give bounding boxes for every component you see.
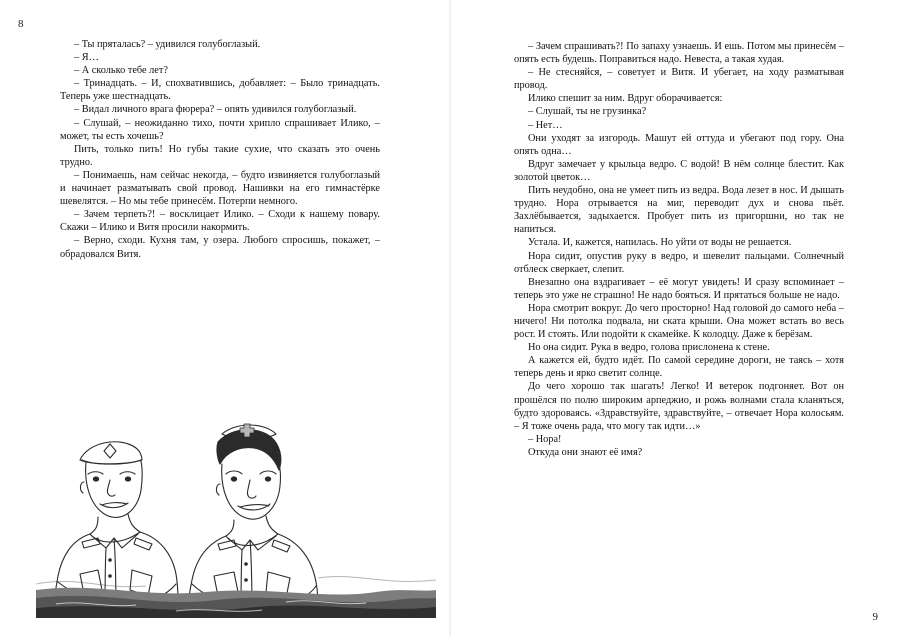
page-number-right: 9: [872, 611, 878, 623]
paragraph: Нора смотрит вокруг. До чего просторно! Над головой до самого неба – ничего! Ни потолка подвала, ни ската крыши. Она может встать во весь рост. И стоять. Или подойти к скамейке. К колодцу. Даже к берёзам.: [514, 302, 844, 341]
paragraph: – Слушай, ты не грузинка?: [528, 106, 647, 118]
paragraph: Нора сидит, опустив руку в ведро, и шевелит пальцами. Солнечный отблеск сверкает, слепит.: [514, 250, 844, 275]
paragraph: – Понимаешь, нам сейчас некогда, – будто извиняется голубоглазый и начинает разматывать свой провод. Нашивки на его гимнастёрке шевелятся. – Но мы тебе принесём. Потерпи немного.: [60, 169, 380, 208]
paragraph: – Не стесняйся, – советует и Витя. И убегает, на ходу разматывая провод.: [514, 67, 844, 92]
paragraph: Откуда они знают её имя?: [528, 446, 643, 458]
paragraph: Пить, только пить! Но губы такие сухие, что сказать это очень трудно.: [60, 143, 380, 168]
paragraph: А кажется ей, будто идёт. По самой середине дороги, не таясь – хотя теперь день и ярко светит солнце.: [514, 355, 844, 380]
paragraph: Устала. И, кажется, напилась. Но уйти от воды не решается.: [528, 237, 792, 249]
two-soldiers-drawing: [36, 378, 436, 618]
paragraph: – Ты пряталась? – удивился голубоглазый.: [74, 39, 261, 50]
paragraph: Вдруг замечает у крыльца ведро. С водой! В нём солнце блестит. Как золотой цветок…: [514, 158, 844, 183]
paragraph: Внезапно она вздрагивает – её могут увидеть! И сразу вспоминает – теперь это уже не страшно! Не надо бояться. И прятаться больше не надо.: [514, 276, 844, 301]
left-page-text: [60, 38, 380, 261]
paragraph: – Тринадцать. – И, спохватившись, добавляет: – Было тринадцать. Теперь уже шестнадцать.: [60, 78, 380, 103]
paragraph: – Зачем терпеть?! – восклицает Илико. – Сходи к нашему повару. Скажи – Илико и Витя просили накормить.: [60, 209, 380, 234]
paragraph: – Я…: [74, 52, 99, 64]
paragraph: Они уходят за изгородь. Машут ей оттуда и убегают под гору. Она опять одна…: [514, 132, 844, 157]
paragraph: Но она сидит. Рука в ведро, голова прислонена к стене.: [528, 342, 770, 354]
page-number-left: 8: [18, 18, 24, 30]
paragraph: – А сколько тебе лет?: [74, 65, 168, 77]
right-page-text: [514, 40, 844, 459]
paragraph: Илико спешит за ним. Вдруг оборачивается:: [528, 93, 723, 105]
paragraph: – Зачем спрашивать?! По запаху узнаешь. И ешь. Потом мы принесём – опять есть будешь. Поправиться надо. Невеста, а такая худая.: [514, 41, 844, 66]
paragraph: – Видал личного врага фюрера? – опять удивился голубоглазый.: [74, 104, 357, 116]
illustration: [36, 378, 436, 618]
paragraph: Пить неудобно, она не умеет пить из ведра. Вода лезет в нос. И дышать трудно. Нора отрывается на миг, переводит дух и снова пьёт. Захлёбывается, задыхается. Пробует пить из пригоршни, но так не напиться.: [514, 185, 844, 236]
paragraph: – Нора!: [528, 433, 562, 445]
paragraph: – Нет…: [528, 119, 563, 131]
right-page: [450, 0, 900, 637]
paragraph: До чего хорошо так шагать! Легко! И ветерок подгоняет. Вот он прошёлся по полю широким арпеджио, и рожь волнами стала кланяться, будто здороваясь. «Здравствуйте, здравствуйте, – отвечает Нора колосьям. – Я тоже очень рада, что могу так идти…»: [514, 381, 844, 432]
water-band: [36, 588, 436, 618]
paragraph: – Верно, сходи. Кухня там, у озера. Любого спросишь, покажет, – обрадовался Витя.: [60, 235, 380, 260]
paragraph: – Слушай, – неожиданно тихо, почти хрипло спрашивает Илико, – может, ты есть хочешь?: [60, 117, 380, 142]
